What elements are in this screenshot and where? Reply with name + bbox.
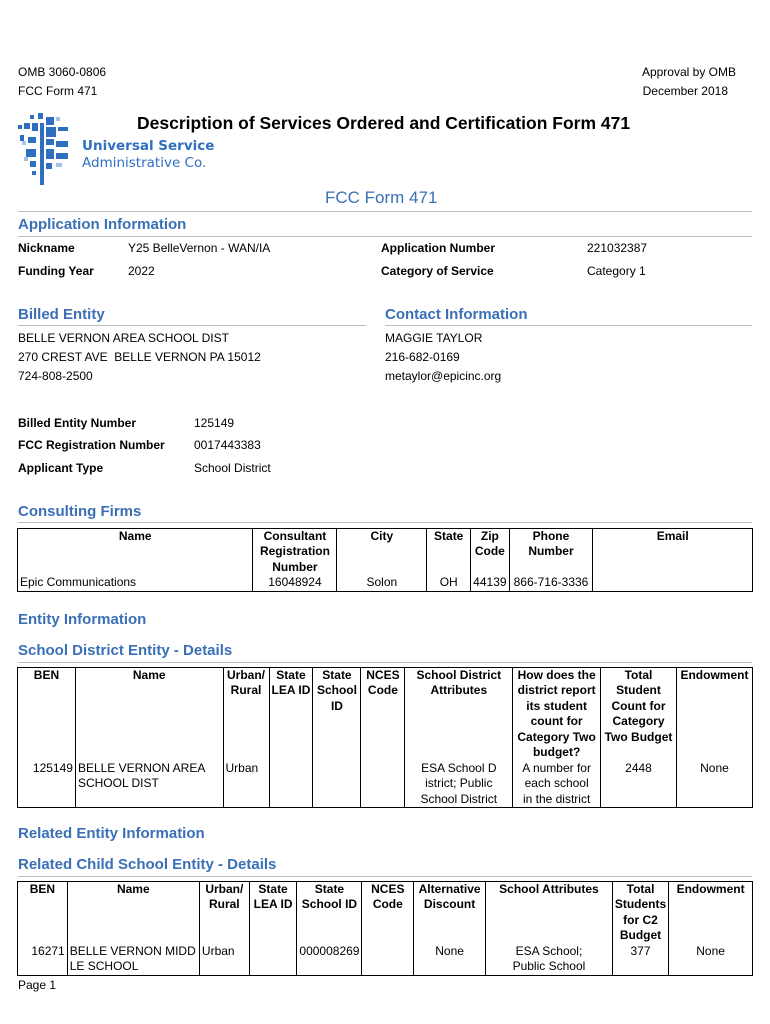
column-header: Name	[67, 882, 199, 945]
table-header-row	[18, 529, 753, 576]
nickname-label: Nickname	[18, 241, 75, 255]
column-header: Phone Number	[509, 529, 593, 576]
column-header: Total Student Count for Category Two Budget	[601, 668, 677, 762]
table-cell	[249, 944, 297, 975]
table-cell: 377	[612, 944, 668, 975]
section-billed-entity: Billed Entity	[18, 306, 105, 323]
table-cell: 125149	[18, 761, 76, 808]
column-header: State	[427, 529, 471, 576]
column-header: Zip Code	[471, 529, 509, 576]
column-header: BEN	[18, 882, 68, 945]
divider	[18, 325, 366, 326]
section-related-child-school: Related Child School Entity - Details	[18, 856, 277, 873]
divider	[18, 236, 752, 237]
column-header: Alternative Discount	[414, 882, 486, 945]
column-header: NCES Code	[361, 668, 405, 762]
table-cell	[313, 761, 361, 808]
category-of-service-value: Category 1	[587, 264, 646, 278]
table-cell: OH	[427, 575, 471, 591]
funding-year-label: Funding Year	[18, 264, 94, 278]
table-cell: ESA School; Public School	[486, 944, 613, 975]
section-consulting-firms: Consulting Firms	[18, 503, 142, 520]
funding-year-value: 2022	[128, 264, 155, 278]
table-cell: 2448	[601, 761, 677, 808]
column-header: State LEA ID	[269, 668, 313, 762]
column-header: City	[337, 529, 427, 576]
column-header: State LEA ID	[249, 882, 297, 945]
table-header-row	[18, 882, 753, 945]
column-header: Urban/ Rural	[223, 668, 269, 762]
column-header: Consultant Registration Number	[253, 529, 337, 576]
column-header: Urban/ Rural	[199, 882, 249, 945]
fcc-registration-value: 0017443383	[194, 438, 261, 452]
table-cell: BELLE VERNON AREA SCHOOL DIST	[75, 761, 223, 808]
ben-label: Billed Entity Number	[18, 416, 137, 430]
table-cell: 16271	[18, 944, 68, 975]
column-header: Email	[593, 529, 753, 576]
table-cell: 44139	[471, 575, 509, 591]
section-contact-information: Contact Information	[385, 306, 528, 323]
section-related-entity-information: Related Entity Information	[18, 825, 205, 842]
column-header: Name	[18, 529, 253, 576]
table-row	[18, 761, 753, 808]
divider	[385, 325, 752, 326]
nickname-value: Y25 BelleVernon - WAN/IA	[128, 241, 271, 255]
table-cell	[362, 944, 414, 975]
omb-number: OMB 3060-0806	[18, 65, 107, 79]
applicant-type-value: School District	[194, 461, 271, 475]
billed-entity-name: BELLE VERNON AREA SCHOOL DIST	[18, 331, 229, 345]
column-header: How does the district report its student count for Category Two budget?	[513, 668, 601, 762]
column-header: School District Attributes	[405, 668, 513, 762]
table-cell: Urban	[223, 761, 269, 808]
table-header-row	[18, 668, 753, 762]
logo-line-1: Universal Service	[82, 138, 215, 154]
section-application-information: Application Information	[18, 216, 187, 233]
form-heading: FCC Form 471	[325, 188, 438, 207]
column-header: NCES Code	[362, 882, 414, 945]
table-cell	[361, 761, 405, 808]
section-entity-information: Entity Information	[18, 611, 147, 628]
table-cell: None	[414, 944, 486, 975]
table-cell	[593, 575, 753, 591]
approval-date: December 2018	[642, 84, 728, 98]
column-header: Total Students for C2 Budget	[612, 882, 668, 945]
application-number-value: 221032387	[587, 241, 648, 255]
consulting-firms-table	[17, 528, 753, 592]
billed-entity-phone: 724-808-2500	[18, 369, 93, 383]
table-row	[18, 575, 753, 591]
table-cell: 16048924	[253, 575, 337, 591]
table-cell: 866-716-3336	[509, 575, 593, 591]
logo-line-2: Administrative Co.	[82, 155, 207, 171]
column-header: State School ID	[297, 882, 362, 945]
table-cell: ESA School D istrict; Public School District	[405, 761, 513, 808]
contact-email: metaylor@epicinc.org	[385, 369, 502, 383]
column-header: Endowment	[669, 882, 753, 945]
column-header: Name	[75, 668, 223, 762]
table-cell: 000008269	[297, 944, 362, 975]
column-header: Endowment	[676, 668, 752, 762]
column-header: School Attributes	[486, 882, 613, 945]
table-cell	[269, 761, 313, 808]
page-number: Page 1	[18, 978, 57, 992]
omb-approval: Approval by OMB	[641, 65, 736, 79]
usac-logo-icon	[16, 113, 72, 185]
billed-entity-address: 270 CREST AVE BELLE VERNON PA 15012	[18, 350, 261, 364]
fcc-registration-label: FCC Registration Number	[18, 438, 165, 452]
contact-name: MAGGIE TAYLOR	[385, 331, 483, 345]
divider	[18, 211, 752, 212]
column-header: BEN	[18, 668, 76, 762]
table-cell: BELLE VERNON MIDD LE SCHOOL	[67, 944, 199, 975]
section-school-district-entity: School District Entity - Details	[18, 642, 233, 659]
table-cell: A number for each school in the district	[513, 761, 601, 808]
table-cell: Urban	[199, 944, 249, 975]
divider	[18, 522, 752, 523]
divider	[18, 876, 752, 877]
contact-phone: 216-682-0169	[385, 350, 460, 364]
application-number-label: Application Number	[381, 241, 496, 255]
table-cell: Solon	[337, 575, 427, 591]
divider	[18, 662, 752, 663]
school-district-entity-table	[17, 667, 753, 808]
document-title: Description of Services Ordered and Certification Form 471	[137, 113, 631, 133]
table-cell: None	[676, 761, 752, 808]
table-cell: Epic Communications	[18, 575, 253, 591]
applicant-type-label: Applicant Type	[18, 461, 104, 475]
category-of-service-label: Category of Service	[381, 264, 494, 278]
form-number: FCC Form 471	[18, 84, 98, 98]
table-cell: None	[669, 944, 753, 975]
related-child-school-table	[17, 881, 753, 976]
table-row	[18, 944, 753, 975]
column-header: State School ID	[313, 668, 361, 762]
ben-value: 125149	[194, 416, 235, 430]
